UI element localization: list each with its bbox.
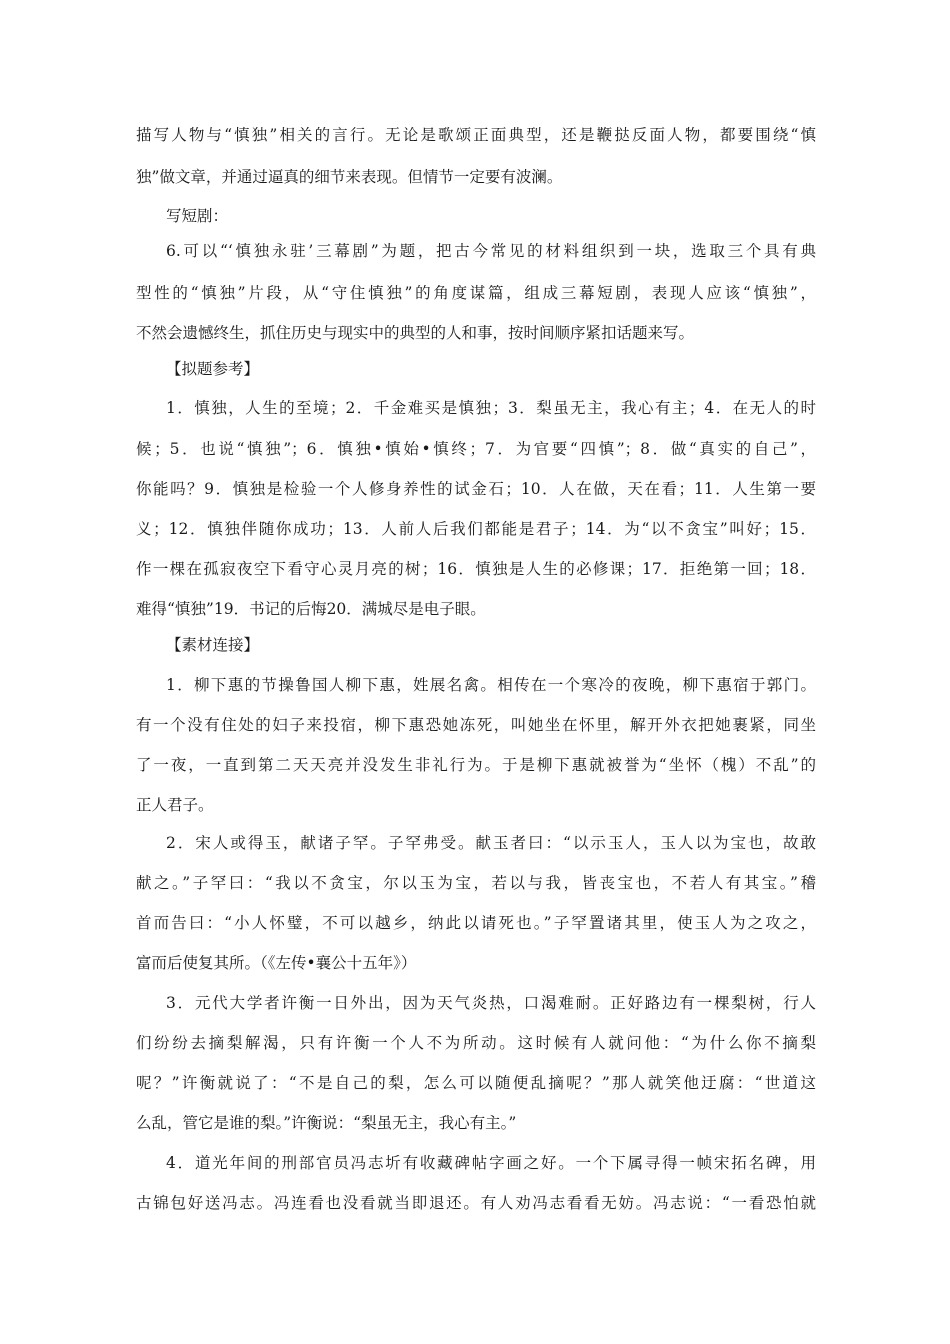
body-line: 描写人物与“慎独”相关的言行。无论是歌颂正面典型，还是鞭挞反面人物，都要围绕“慎 (136, 126, 816, 144)
body-line: 作一棵在孤寂夜空下看守心灵月亮的树；16．慎独是人生的必修课；17．拒绝第一回；18． (136, 560, 816, 578)
body-line: 正人君子。 (136, 796, 214, 814)
body-line: 4．道光年间的刑部官员冯志圻有收藏碑帖字画之好。一个下属寻得一帧宋拓名碑，用 (166, 1154, 816, 1172)
body-line: 了一夜，一直到第二天天亮并没发生非礼行为。于是柳下惠就被誉为“坐怀（槐）不乱”的 (136, 756, 816, 774)
body-line: 1．柳下惠的节操鲁国人柳下惠，姓展名禽。相传在一个寒冷的夜晚，柳下惠宿于郭门。 (166, 676, 816, 694)
body-line: 义；12．慎独伴随你成功；13．人前人后我们都能是君子；14．为“以不贪宝”叫好；15． (136, 520, 816, 538)
body-line: 献之。”子罕曰：“我以不贪宝，尔以玉为宝，若以与我，皆丧宝也，不若人有其宝。”稽 (136, 874, 816, 892)
section-heading-material-link: 【素材连接】 (166, 636, 260, 654)
body-line: 2．宋人或得玉，献诸子罕。子罕弗受。献玉者曰：“以示玉人，玉人以为宝也，故敢 (166, 834, 816, 852)
body-line: 1．慎独，人生的至境；2．千金难买是慎独；3．梨虽无主，我心有主；4．在无人的时 (166, 399, 816, 417)
body-line: 有一个没有住处的妇子来投宿，柳下惠恐她冻死，叫她坐在怀里，解开外衣把她裹紧，同坐 (136, 716, 816, 734)
body-line: 独”做文章，并通过逼真的细节来表现。但情节一定要有波澜。 (136, 168, 563, 186)
section-label-short-play: 写短剧： (166, 207, 229, 225)
body-line: 型性的“慎独”片段，从“守住慎独”的角度谋篇，组成三幕短剧，表现人应该“慎独”， (136, 284, 816, 302)
body-line: 么乱，管它是谁的梨。”许衡说：“梨虽无主，我心有主。” (136, 1114, 517, 1132)
body-line: 首而告曰：“小人怀璧，不可以越乡，纳此以请死也。”子罕置诸其里，使玉人为之攻之， (136, 914, 816, 932)
body-line: 古锦包好送冯志。冯连看也没看就当即退还。有人劝冯志看看无妨。冯志说：“一看恐怕就 (136, 1194, 816, 1212)
section-heading-title-reference: 【拟题参考】 (166, 360, 260, 378)
body-line: 呢？”许衡就说了：“不是自己的梨，怎么可以随便乱摘呢？”那人就笑他迂腐：“世道这 (136, 1074, 816, 1092)
body-line: 你能吗？9．慎独是检验一个人修身养性的试金石；10．人在做，天在看；11．人生第一要 (136, 480, 816, 498)
body-line: 候；5．也说“慎独”；6．慎独•慎始•慎终；7．为官要“四慎”；8．做“真实的自己”， (136, 440, 816, 458)
body-line: 6.可以“‘慎独永驻’三幕剧”为题，把古今常见的材料组织到一块，选取三个具有典 (166, 242, 816, 260)
body-line: 富而后使复其所。（《左传•襄公十五年》） (136, 954, 417, 972)
body-line: 不然会遗憾终生，抓住历史与现实中的典型的人和事，按时间顺序紧扣话题来写。 (136, 324, 695, 342)
body-line: 3．元代大学者许衡一日外出，因为天气炎热，口渴难耐。正好路边有一棵梨树，行人 (166, 994, 816, 1012)
body-line: 们纷纷去摘梨解渴，只有许衡一个人不为所动。这时候有人就问他：“为什么你不摘梨 (136, 1034, 816, 1052)
body-line: 难得“慎独”19．书记的后悔20．满城尽是电子眼。 (136, 600, 486, 618)
